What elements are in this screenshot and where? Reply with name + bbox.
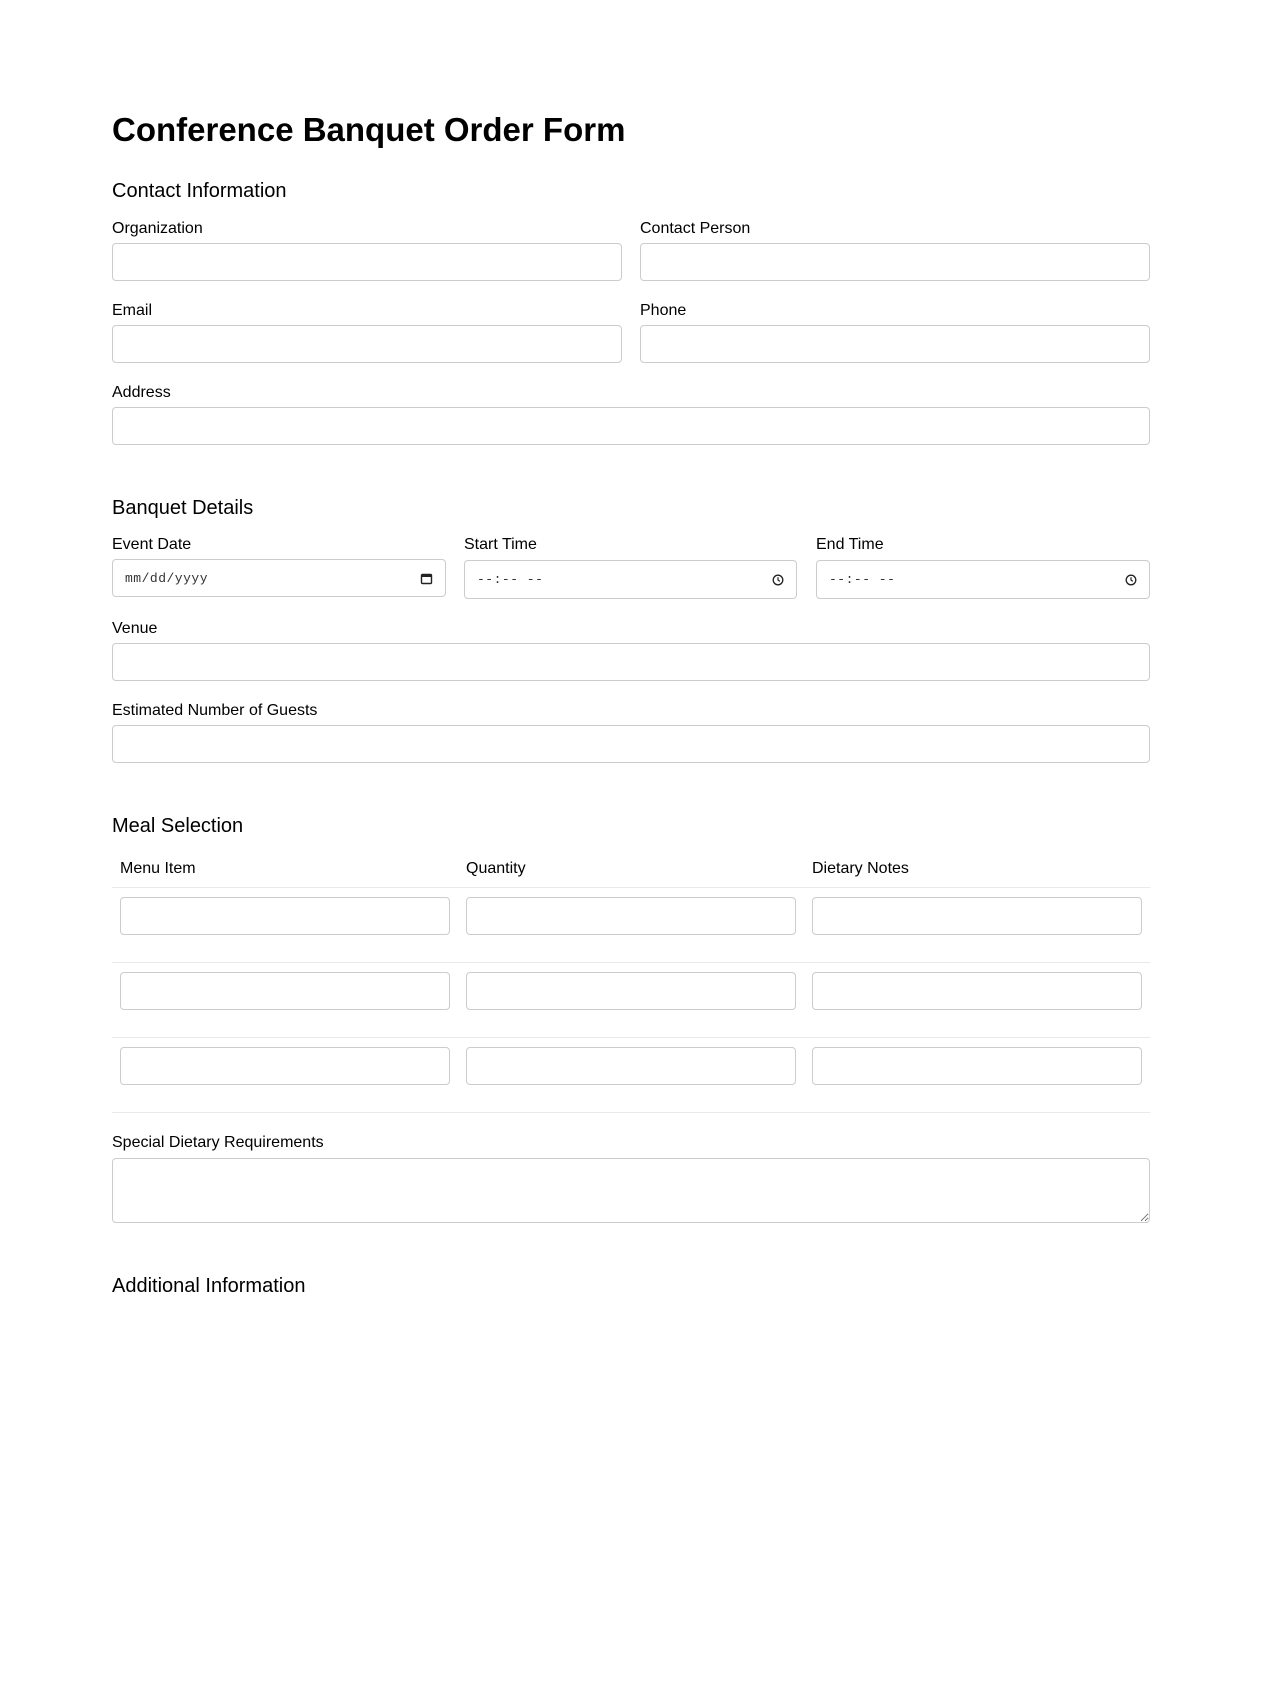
organization-label: Organization xyxy=(112,220,203,237)
start-time-label: Start Time xyxy=(464,536,537,553)
end-time-input[interactable] xyxy=(816,560,1150,599)
quantity-input[interactable] xyxy=(466,1047,796,1085)
quantity-input[interactable] xyxy=(466,972,796,1010)
event-date-label: Event Date xyxy=(112,536,192,553)
contact-person-input[interactable] xyxy=(640,243,1150,281)
table-bottom-divider xyxy=(112,1112,1150,1113)
column-header-dietary-notes: Dietary Notes xyxy=(812,860,909,877)
table-header-divider xyxy=(112,887,1150,888)
start-time-placeholder: --:-- -- xyxy=(477,572,544,587)
section-title-contact: Contact Information xyxy=(112,180,287,202)
page-title: Conference Banquet Order Form xyxy=(112,111,626,148)
event-date-placeholder: mm/dd/yyyy xyxy=(125,570,209,586)
organization-input[interactable] xyxy=(112,243,622,281)
dietary-notes-input[interactable] xyxy=(812,1047,1142,1085)
event-date-input[interactable] xyxy=(112,559,446,597)
venue-label: Venue xyxy=(112,620,158,637)
phone-input[interactable] xyxy=(640,325,1150,363)
table-row-divider xyxy=(112,1037,1150,1038)
section-title-banquet: Banquet Details xyxy=(112,497,254,519)
column-header-menu-item: Menu Item xyxy=(120,860,196,877)
guests-input[interactable] xyxy=(112,725,1150,763)
address-input[interactable] xyxy=(112,407,1150,445)
calendar-icon[interactable] xyxy=(420,572,433,585)
section-title-additional: Additional Information xyxy=(112,1275,306,1297)
email-label: Email xyxy=(112,302,153,319)
address-label: Address xyxy=(112,384,171,401)
menu-item-input[interactable] xyxy=(120,972,450,1010)
end-time-label: End Time xyxy=(816,536,884,553)
clock-icon[interactable] xyxy=(1125,574,1137,586)
start-time-input[interactable] xyxy=(464,560,797,599)
menu-item-input[interactable] xyxy=(120,897,450,935)
guests-label: Estimated Number of Guests xyxy=(112,702,318,719)
email-input[interactable] xyxy=(112,325,622,363)
clock-icon[interactable] xyxy=(772,574,784,586)
table-row-divider xyxy=(112,962,1150,963)
dietary-notes-input[interactable] xyxy=(812,897,1142,935)
quantity-input[interactable] xyxy=(466,897,796,935)
section-title-meal: Meal Selection xyxy=(112,815,244,837)
dietary-notes-input[interactable] xyxy=(812,972,1142,1010)
special-requirements-label: Special Dietary Requirements xyxy=(112,1134,324,1151)
end-time-placeholder: --:-- -- xyxy=(829,572,896,587)
venue-input[interactable] xyxy=(112,643,1150,681)
contact-person-label: Contact Person xyxy=(640,220,751,237)
column-header-quantity: Quantity xyxy=(466,860,526,877)
menu-item-input[interactable] xyxy=(120,1047,450,1085)
phone-label: Phone xyxy=(640,302,687,319)
special-requirements-textarea[interactable] xyxy=(112,1158,1150,1223)
